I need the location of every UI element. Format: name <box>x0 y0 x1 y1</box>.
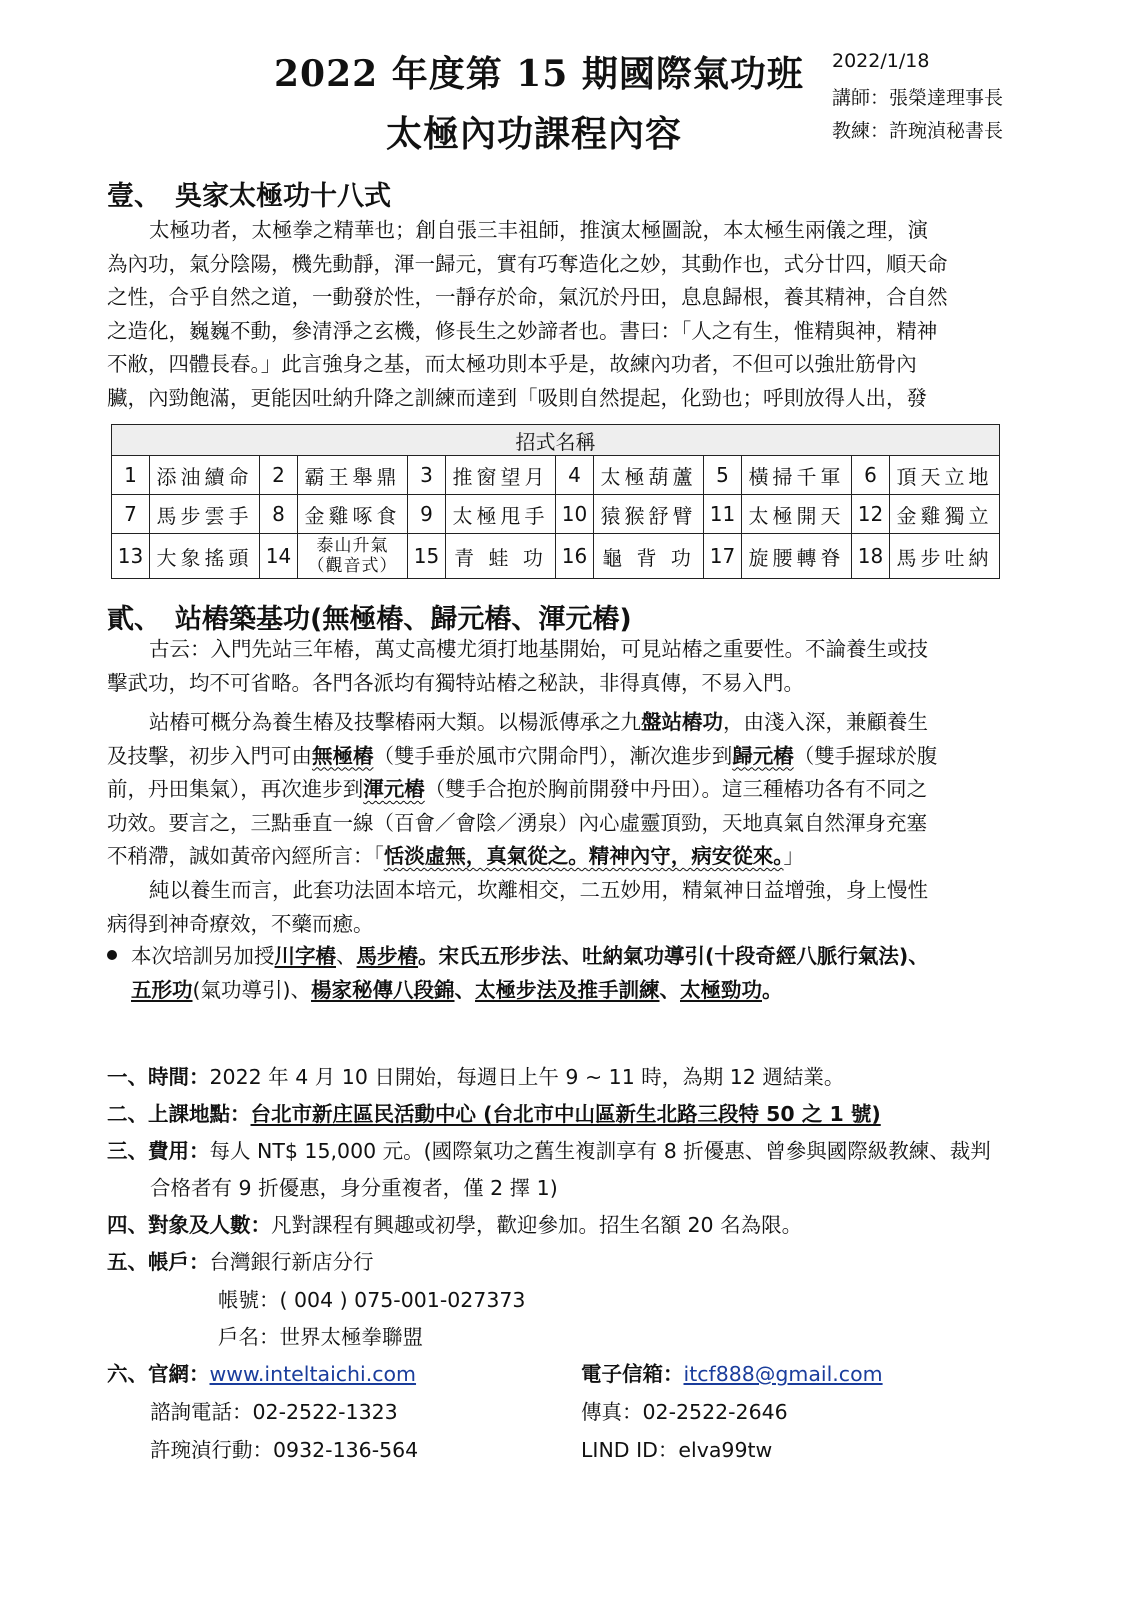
move-number: 18 <box>852 534 890 579</box>
info-mobile: 許琬湞行動：0932-136-564 <box>150 1438 419 1462</box>
info-fax: 傳真：02-2522-2646 <box>581 1400 788 1424</box>
move-name: 金雞獨立 <box>890 495 1000 534</box>
account-number: 帳號：( 004 ) 075-001-027373 <box>218 1288 526 1312</box>
wavy-term: 歸元樁 <box>732 743 794 768</box>
move-name: 馬步吐納 <box>890 534 1000 579</box>
info-label: 四、對象及人數： <box>107 1213 271 1237</box>
move-number: 8 <box>260 495 298 534</box>
move-name: 馬步雲手 <box>150 495 260 534</box>
text-line: 功效。要言之，三點垂直一線（百會／會陰／湧泉）內心虛靈頂勁，天地真氣自然渾身充塞 <box>107 810 927 835</box>
section1-number: 壹、 <box>107 181 161 212</box>
underlined-term: 五形功 <box>131 977 193 1002</box>
move-name: 橫掃千軍 <box>742 456 852 495</box>
move-name: 推窗望月 <box>446 456 556 495</box>
move-number: 10 <box>556 495 594 534</box>
text-line: 病得到神奇療效，不藥而癒。 <box>107 911 374 936</box>
underlined-term: 川字樁 <box>274 944 336 968</box>
move-name: 龜 背 功 <box>594 534 704 579</box>
text-line: 純以養生而言，此套功法固本培元，坎離相交，二五妙用，精氣神日益增強，身上慢性 <box>149 878 928 902</box>
bold-term: 盤站樁功 <box>641 710 723 734</box>
section2-number: 貳、 <box>107 604 161 635</box>
move-number: 14 <box>260 534 298 579</box>
section2-paragraph1 <box>107 633 1001 700</box>
move-number: 5 <box>704 456 742 495</box>
move-name: 泰山升氣 <box>316 536 389 556</box>
info-fee <box>107 1134 991 1164</box>
section1-line: 臟，內勁飽滿，更能因吐納升降之訓練而達到「吸則自然提起，化勁也；呼則放得人出，發 <box>107 385 927 410</box>
wavy-quote: 恬淡虛無，真氣從之。精神內守，病安從來。 <box>383 844 784 868</box>
info-phone: 諮詢電話：02-2522-1323 <box>150 1400 398 1424</box>
text-run: ，由淺入深，兼顧養生 <box>723 710 928 734</box>
move-number: 1 <box>112 456 150 495</box>
text-run: 、 <box>336 944 357 968</box>
text-run: 及技擊，初步入門可由 <box>107 743 312 768</box>
website-link[interactable]: www.inteltaichi.com <box>209 1362 417 1386</box>
table-row <box>112 534 1000 579</box>
info-value: 每人 NT$ 15,000 元。(國際氣功之舊生複訓享有 8 折優惠、曾參與國際級教練、裁判 <box>209 1139 991 1163</box>
section2-paragraph2 <box>107 706 1001 874</box>
move-name: 青 蛙 功 <box>446 534 556 579</box>
info-email <box>581 1357 883 1387</box>
text-line: 擊武功，均不可省略。各門各派均有獨特站樁之秘訣，非得真傳，不易入門。 <box>107 670 804 695</box>
move-name-sub: （觀音式） <box>307 556 398 576</box>
info-value: 台灣銀行新店分行 <box>209 1250 374 1274</box>
section2-paragraph3 <box>107 874 1001 941</box>
info-fee-continued: 合格者有 9 折優惠，身分重複者，僅 2 擇 1) <box>150 1176 558 1200</box>
info-label: 六、官網： <box>107 1362 210 1386</box>
info-label: 三、費用： <box>107 1139 210 1163</box>
wavy-term: 無極樁 <box>312 743 374 768</box>
page-title: 2022 年度第 15 期國際氣功班 <box>274 53 804 95</box>
moves-table <box>111 424 1000 579</box>
text-run: (氣功導引)、 <box>192 977 311 1002</box>
move-name: 猿猴舒臂 <box>594 495 704 534</box>
move-name: 金雞啄食 <box>298 495 408 534</box>
move-number: 2 <box>260 456 298 495</box>
text-line <box>107 740 1001 774</box>
text-line <box>107 974 1007 1008</box>
info-value: 凡對課程有興趣或初學，歡迎參加。招生名額 20 名為限。 <box>271 1213 803 1237</box>
info-label: 二、上課地點： <box>107 1102 251 1126</box>
underlined-term: 楊家秘傳八段錦 <box>311 977 455 1002</box>
text-run: 、 <box>454 977 475 1002</box>
text-line <box>107 940 1007 974</box>
section1-line: 為內功，氣分陰陽，機先動靜，渾一歸元，實有巧奪造化之妙，其動作也，式分廿四，順天命 <box>107 251 948 276</box>
info-label: 一、時間： <box>107 1065 210 1089</box>
training-bullet <box>107 940 1007 1007</box>
table-row <box>112 495 1000 534</box>
section1-paragraph <box>107 214 1001 415</box>
move-number: 4 <box>556 456 594 495</box>
table-row <box>112 456 1000 495</box>
lecturer-line: 講師：張榮達理事長 <box>832 87 1004 109</box>
bold-run: 。宋氏五形步法、吐納氣功導引(十段奇經八脈行氣法)、 <box>418 944 929 968</box>
info-label: 五、帳戶： <box>107 1250 210 1274</box>
move-number: 15 <box>408 534 446 579</box>
text-run: （雙手垂於風市穴開命門），漸次進步到 <box>373 743 733 768</box>
move-name: 太極開天 <box>742 495 852 534</box>
text-run: 、 <box>659 977 680 1002</box>
move-number: 13 <box>112 534 150 579</box>
move-number: 9 <box>408 495 446 534</box>
text-run: 前，丹田集氣），再次進步到 <box>107 777 364 801</box>
info-label: 電子信箱： <box>581 1362 684 1386</box>
move-name: 大象搖頭 <box>150 534 260 579</box>
coach-line: 教練：許琬湞秘書長 <box>832 120 1004 142</box>
move-number: 11 <box>704 495 742 534</box>
text-run: 。 <box>762 977 783 1002</box>
section1-heading <box>107 174 391 213</box>
move-name: 霸王舉鼎 <box>298 456 408 495</box>
text-run: 站樁可概分為養生樁及技擊樁兩大類。以楊派傳承之九 <box>149 710 641 734</box>
move-name: 太極葫蘆 <box>594 456 704 495</box>
move-number: 3 <box>408 456 446 495</box>
underlined-term: 太極勁功 <box>680 977 762 1002</box>
text-run: （雙手合抱於胸前開發中丹田）。這三種樁功各有不同之 <box>424 777 927 801</box>
underlined-term: 馬步樁 <box>356 944 418 968</box>
section1-line: 之性，合乎自然之道，一動發於性，一靜存於命，氣沉於丹田，息息歸根，養其精神，合自然 <box>107 285 948 309</box>
text-line: 古云：入門先站三年樁，萬丈高樓尤須打地基開始，可見站樁之重要性。不論養生或技 <box>149 637 928 661</box>
move-number: 7 <box>112 495 150 534</box>
account-name: 戶名：世界太極拳聯盟 <box>218 1325 423 1349</box>
text-run: 」 <box>783 844 804 868</box>
info-target <box>107 1208 802 1238</box>
moves-table-wrap <box>111 424 1000 579</box>
wavy-term: 渾元樁 <box>363 777 425 801</box>
text-run: 本次培訓另加授 <box>131 944 275 968</box>
text-line <box>107 706 1001 740</box>
info-website <box>107 1357 416 1387</box>
move-number: 16 <box>556 534 594 579</box>
move-number: 12 <box>852 495 890 534</box>
section1-line: 之造化，巍巍不動，參清淨之玄機，修長生之妙諦者也。書曰：「人之有生，惟精與神，精神 <box>107 318 938 343</box>
section1-title: 吳家太極功十八式 <box>175 181 391 212</box>
section2-title: 站樁築基功(無極樁、歸元樁、渾元樁) <box>175 604 632 635</box>
moves-table-header: 招式名稱 <box>112 425 1000 456</box>
email-link[interactable]: itcf888@gmail.com <box>683 1362 883 1386</box>
section1-line: 太極功者，太極拳之精華也；創自張三丰祖師，推演太極圖說，本太極生兩儀之理，演 <box>149 218 928 242</box>
text-line <box>107 840 1001 874</box>
info-account <box>107 1245 374 1275</box>
section2-heading <box>107 597 632 636</box>
move-number: 6 <box>852 456 890 495</box>
section1-line: 不敝，四體長春。」此言強身之基，而太極功則本乎是，故練內功者，不但可以強壯筋骨內 <box>107 352 917 376</box>
info-line-id: LIND ID：elva99tw <box>581 1438 773 1462</box>
page-subtitle: 太極內功課程內容 <box>386 113 683 155</box>
info-value: 台北市新庄區民活動中心 (台北市中山區新生北路三段特 50 之 1 號) <box>250 1102 881 1126</box>
move-number: 17 <box>704 534 742 579</box>
underlined-term: 太極步法及推手訓練 <box>475 977 660 1002</box>
move-name: 太極甩手 <box>446 495 556 534</box>
move-name: 旋腰轉脊 <box>742 534 852 579</box>
bullet-icon <box>107 950 117 960</box>
info-value: 2022 年 4 月 10 日開始，每週日上午 9 ~ 11 時，為期 12 週結業。 <box>209 1065 845 1089</box>
move-name-two-line <box>298 534 408 579</box>
text-run: （雙手握球於腹 <box>793 743 938 768</box>
move-name: 頂天立地 <box>890 456 1000 495</box>
text-line <box>107 773 1001 807</box>
info-time <box>107 1060 844 1090</box>
move-name: 添油續命 <box>150 456 260 495</box>
document-date: 2022/1/18 <box>832 50 930 72</box>
text-run: 不稍滯，誠如黃帝內經所言：「 <box>107 844 384 868</box>
info-place <box>107 1097 881 1127</box>
